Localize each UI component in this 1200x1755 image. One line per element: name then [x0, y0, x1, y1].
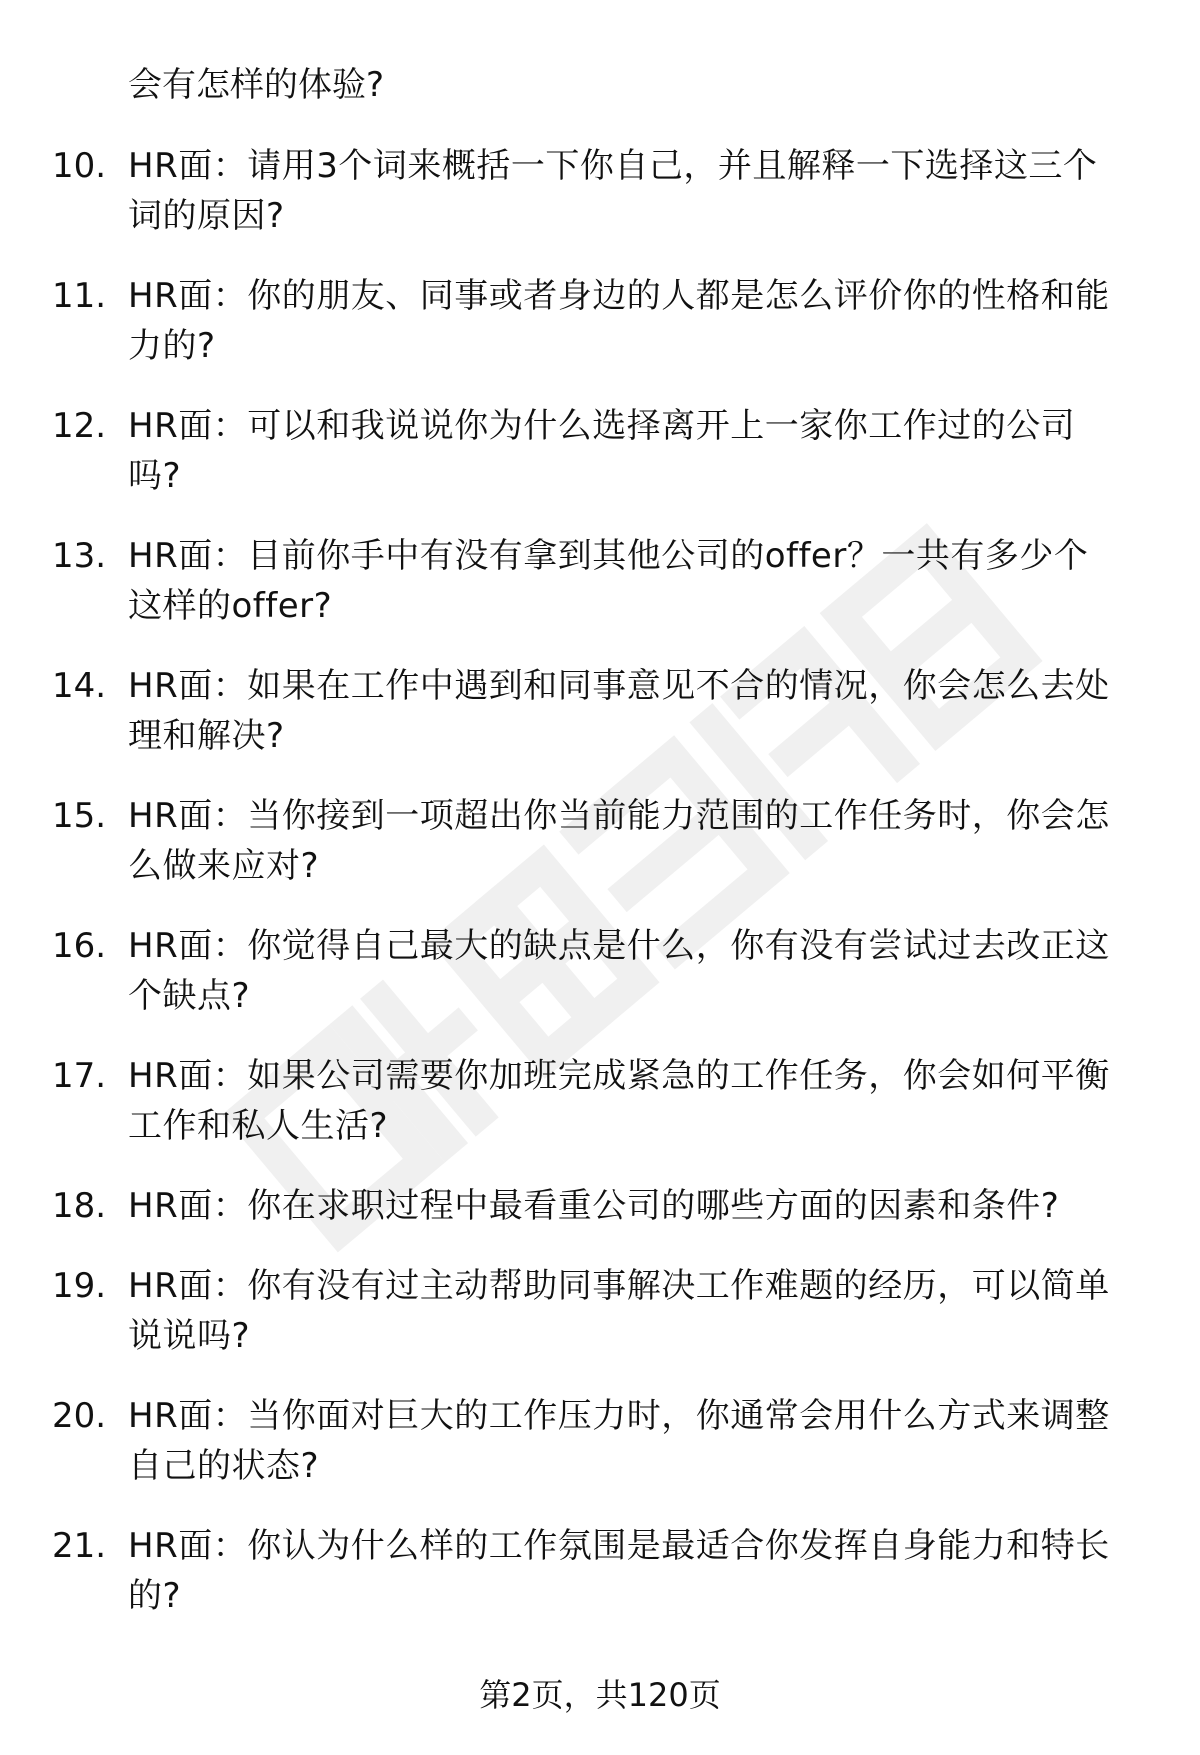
question-text [128, 1261, 1158, 1361]
question-number: 13. [52, 536, 107, 576]
question-line: HR面：可以和我说说你为什么选择离开上一家你工作过的公司 [128, 406, 1076, 446]
question-text [128, 791, 1158, 891]
question-text [128, 661, 1158, 761]
question-text [128, 1051, 1158, 1151]
question-number: 17. [52, 1056, 107, 1096]
question-number: 20. [52, 1396, 107, 1436]
question-line: HR面：你在求职过程中最看重公司的哪些方面的因素和条件? [128, 1186, 1060, 1226]
question-text [128, 1181, 1158, 1231]
question-line: 这样的offer? [128, 586, 333, 626]
question-number: 11. [52, 276, 107, 316]
question-line: HR面：当你接到一项超出你当前能力范围的工作任务时，你会怎 [128, 796, 1110, 836]
list-item [0, 921, 1200, 1051]
question-text [128, 271, 1158, 371]
question-line: HR面：目前你手中有没有拿到其他公司的offer？一共有多少个 [128, 536, 1089, 576]
list-item [0, 1391, 1200, 1521]
question-line: 自己的状态? [128, 1446, 320, 1486]
list-item [0, 661, 1200, 791]
question-line: HR面：如果公司需要你加班完成紧急的工作任务，你会如何平衡 [128, 1056, 1110, 1096]
question-number: 16. [52, 926, 107, 966]
list-item [0, 1051, 1200, 1181]
list-item [0, 141, 1200, 271]
question-line: HR面：请用3个词来概括一下你自己，并且解释一下选择这三个 [128, 146, 1098, 186]
list-item [0, 401, 1200, 531]
question-number: 12. [52, 406, 107, 446]
question-number: 14. [52, 666, 107, 706]
question-line: HR面：如果在工作中遇到和同事意见不合的情况，你会怎么去处 [128, 666, 1110, 706]
question-text [128, 921, 1158, 1021]
question-line: 个缺点? [128, 976, 251, 1016]
list-item [0, 1261, 1200, 1391]
list-item [0, 531, 1200, 661]
question-line: 理和解决? [128, 716, 285, 756]
question-number: 21. [52, 1526, 107, 1566]
question-text [128, 401, 1158, 501]
question-text [128, 1391, 1158, 1491]
question-line: 词的原因? [128, 196, 285, 236]
question-text [128, 1521, 1158, 1621]
question-list [0, 141, 1200, 1651]
question-line: HR面：你有没有过主动帮助同事解决工作难题的经历，可以简单 [128, 1266, 1110, 1306]
page-footer: 第2页，共120页 [479, 1676, 721, 1714]
continued-question-text: 会有怎样的体验? [128, 65, 385, 105]
question-line: HR面：你觉得自己最大的缺点是什么，你有没有尝试过去改正这 [128, 926, 1110, 966]
question-line: 的? [128, 1576, 182, 1616]
question-line: HR面：你的朋友、同事或者身边的人都是怎么评价你的性格和能 [128, 276, 1110, 316]
list-item [0, 1521, 1200, 1651]
question-text [128, 531, 1158, 631]
question-text [128, 141, 1158, 241]
question-line: HR面：当你面对巨大的工作压力时，你通常会用什么方式来调整 [128, 1396, 1110, 1436]
question-line: 力的? [128, 326, 216, 366]
question-line: 说说吗? [128, 1316, 251, 1356]
question-line: 么做来应对? [128, 846, 320, 886]
question-line: HR面：你认为什么样的工作氛围是最适合你发挥自身能力和特长 [128, 1526, 1110, 1566]
list-item [0, 1181, 1200, 1261]
question-line: 吗? [128, 456, 182, 496]
question-number: 10. [52, 146, 107, 186]
list-item [0, 271, 1200, 401]
question-line: 工作和私人生活? [128, 1106, 389, 1146]
question-number: 15. [52, 796, 107, 836]
question-number: 19. [52, 1266, 107, 1306]
list-item [0, 791, 1200, 921]
question-number: 18. [52, 1186, 107, 1226]
